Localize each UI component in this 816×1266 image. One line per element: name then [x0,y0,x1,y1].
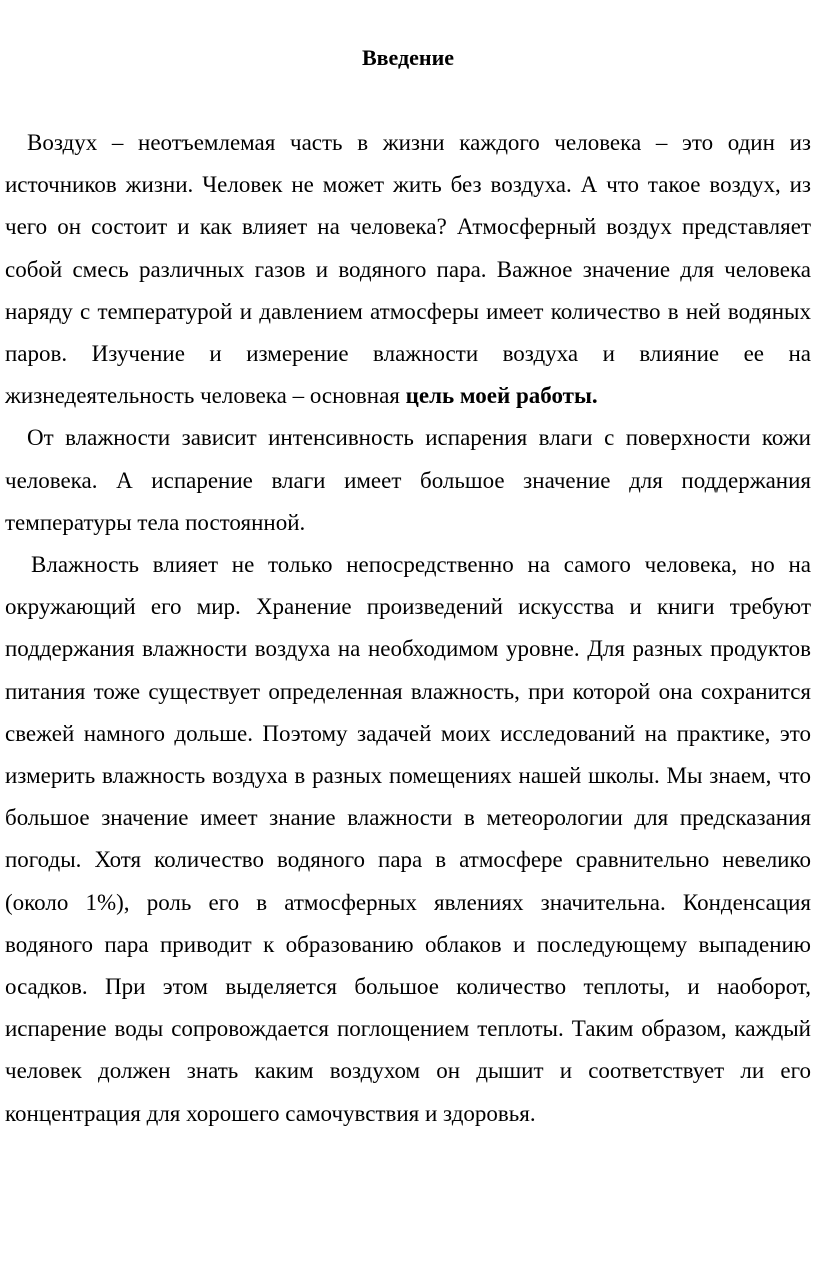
document-body [5,122,811,1135]
paragraph-1-bold-goal: цель моей работы. [405,383,598,409]
paragraph-3: Влажность влияет не только непосредственно на самого человека, но на окружающий его мир. Хранение произведений искусства и книги требуют поддержания влажности воздуха на необходимом уровне. Для разных продуктов питания тоже существует определенная влажность, при которой она сохранится свежей намного дольше. Поэтому задачей моих исследований на практике, это измерить влажность воздуха в разных помещениях нашей школы. Мы знаем, что большое значение имеет знание влажности в метеорологии для предсказания погоды. Хотя количество водяного пара в атмосфере сравнительно невелико (около 1%), роль его в атмосферных явлениях значительна. Конденсация водяного пара приводит к образованию облаков и последующему выпадению осадков. При этом выделяется большое количество теплоты, и наоборот, испарение воды сопровождается поглощением теплоты. Таким образом, каждый человек должен знать каким воздухом он дышит и соответствует ли его концентрация для хорошего самочувствия и здоровья. [5,552,811,1126]
paragraph-2: От влажности зависит интенсивность испарения влаги с поверхности кожи человека. А испарение влаги имеет большое значение для поддержания температуры тела постоянной. [5,425,811,535]
paragraph-1 [5,122,811,417]
page-title: Введение [361,45,455,70]
paragraph-1-text: Воздух – неотъемлемая часть в жизни каждого человека – это один из источников жизни. Человек не может жить без воздуха. А что такое воздух, из чего он состоит и как влияет на человека? Атмосферный воздух представляет собой смесь различных газов и водяного пара. Важное значение для человека наряду с температурой и давлением атмосферы имеет количество в ней водяных паров. Изучение и измерение влажности воздуха и влияние ее на жизнедеятельность человека – основная [5,130,811,409]
